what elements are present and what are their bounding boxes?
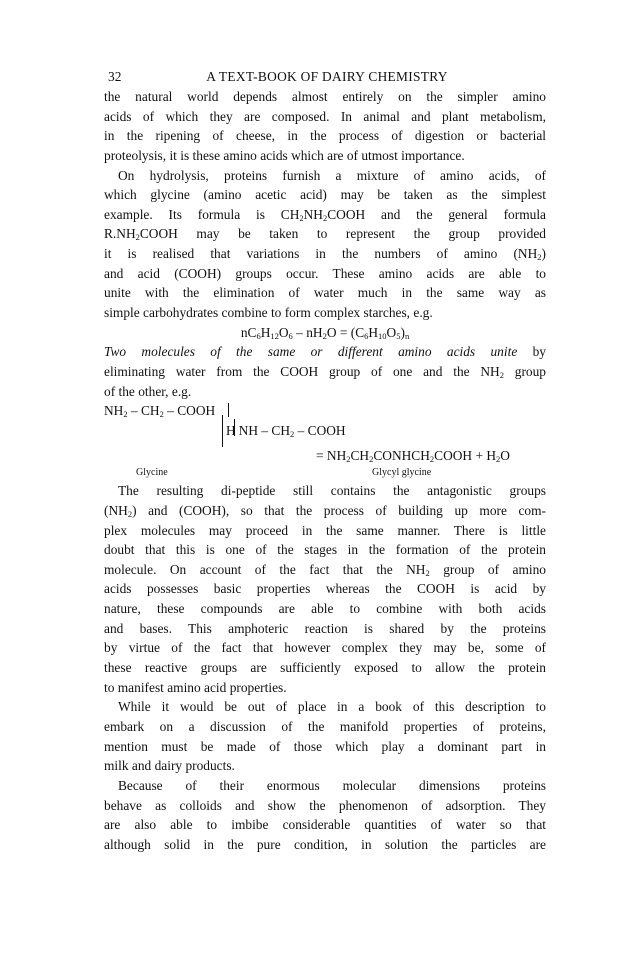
paragraph xyxy=(104,87,546,166)
equation-starch: $nC_6H_{12}O_6 - nH_2O = (C_6H_{10}O_5)_n$ xyxy=(240,324,410,341)
text-line: which glycine (amino acetic acid) may be taken as the simplest xyxy=(104,187,546,203)
text-line: While it would be out of place in a book of this description to xyxy=(118,699,546,715)
paragraph xyxy=(104,697,546,776)
text-line: molecule. On account of the fact that the $NH_2$ group of amino xyxy=(104,561,546,578)
text-line: to manifest amino acid properties. xyxy=(104,679,287,695)
text-line: acids possesses basic properties whereas the COOH is acid by xyxy=(104,581,546,597)
reaction-reactant-1: $NH_2 - CH_2$ – COOH xyxy=(104,403,216,420)
text-line: example. Its formula is $CH_2NH_2COOH$ and the general formula xyxy=(104,206,546,223)
text-line: of the other, e.g. xyxy=(104,383,192,399)
glycyl-glycine-label: Glycyl glycine xyxy=(372,467,432,479)
text-line: behave as colloids and show the phenomenon of adsorption. They xyxy=(104,797,546,813)
paragraph xyxy=(104,776,546,855)
text-line: mention must be made of those which play a dominant part in xyxy=(104,738,546,754)
text-line: by virtue of the fact that however complex they may be, some of xyxy=(104,640,546,656)
text-line: eliminating water from the COOH group of one and the $NH_2$ group xyxy=(104,363,546,380)
text-line: are also able to imbibe considerable quantities of water so that xyxy=(104,817,546,833)
reaction-product: = $NH_2CH_2CONHCH_2COOH + H_2O$ xyxy=(316,448,510,465)
text-line: plex molecules may proceed in the same manner. There is little xyxy=(104,522,546,538)
text-line: Two molecules of the same or different amino acids unite by xyxy=(104,344,546,360)
body-text xyxy=(104,87,546,854)
paragraph xyxy=(104,166,546,323)
text-line: simple carbohydrates combine to form complex starches, e.g. xyxy=(104,305,433,321)
page-number: 32 xyxy=(108,69,122,84)
text-line: milk and dairy products. xyxy=(104,758,235,774)
text-line: acids of which they are composed. In animal and plant metabolism, xyxy=(104,108,546,124)
glycine-label: Glycine xyxy=(136,467,168,479)
reaction-scheme xyxy=(104,401,546,481)
text-line: doubt that this is one of the stages in the formation of the protein xyxy=(104,542,546,558)
text-line: and acid (COOH) groups occur. These amino acids are able to xyxy=(104,265,546,281)
text-line: embark on a discussion of the manifold properties of proteins, xyxy=(104,718,546,734)
text-line: it is realised that variations in the numbers of amino $(NH_2)$ xyxy=(104,246,546,263)
text-line: $R.NH_2COOH$ may be taken to represent the group provided xyxy=(104,226,546,243)
text-line: proteolysis, it is these amino acids which are of utmost importance. xyxy=(104,147,465,163)
text-line: although solid in the pure condition, in solution the particles are xyxy=(104,836,546,852)
text-line: $(NH_2)$ and (COOH), so that the process of building up more com- xyxy=(104,502,546,519)
running-title: A TEXT-BOOK OF DAIRY CHEMISTRY xyxy=(206,69,448,84)
page-header xyxy=(108,68,546,86)
text-line: On hydrolysis, proteins furnish a mixture of amino acids, of xyxy=(118,167,546,183)
text-line: and bases. This amphoteric reaction is shared by the proteins xyxy=(104,620,546,636)
text-line: these reactive groups are sufficiently exposed to allow the protein xyxy=(104,660,546,676)
text-line: Because of their enormous molecular dimensions proteins xyxy=(118,777,546,793)
text-line: unite with the elimination of water much in the same way as xyxy=(104,285,546,301)
paragraph xyxy=(104,481,546,697)
bracket-line xyxy=(222,415,223,447)
text-line: the natural world depends almost entirely on the simpler amino xyxy=(104,89,546,104)
text-line: in the ripening of cheese, in the process of digestion or bacterial xyxy=(104,128,546,144)
paragraph xyxy=(104,342,546,401)
text-line: nature, these compounds are able to combine with both acids xyxy=(104,601,546,617)
bracket-line xyxy=(228,403,229,417)
reaction-reactant-2: H NH – $CH_2$ – COOH xyxy=(226,423,346,440)
text-line: The resulting di-peptide still contains the antagonistic groups xyxy=(118,483,546,499)
